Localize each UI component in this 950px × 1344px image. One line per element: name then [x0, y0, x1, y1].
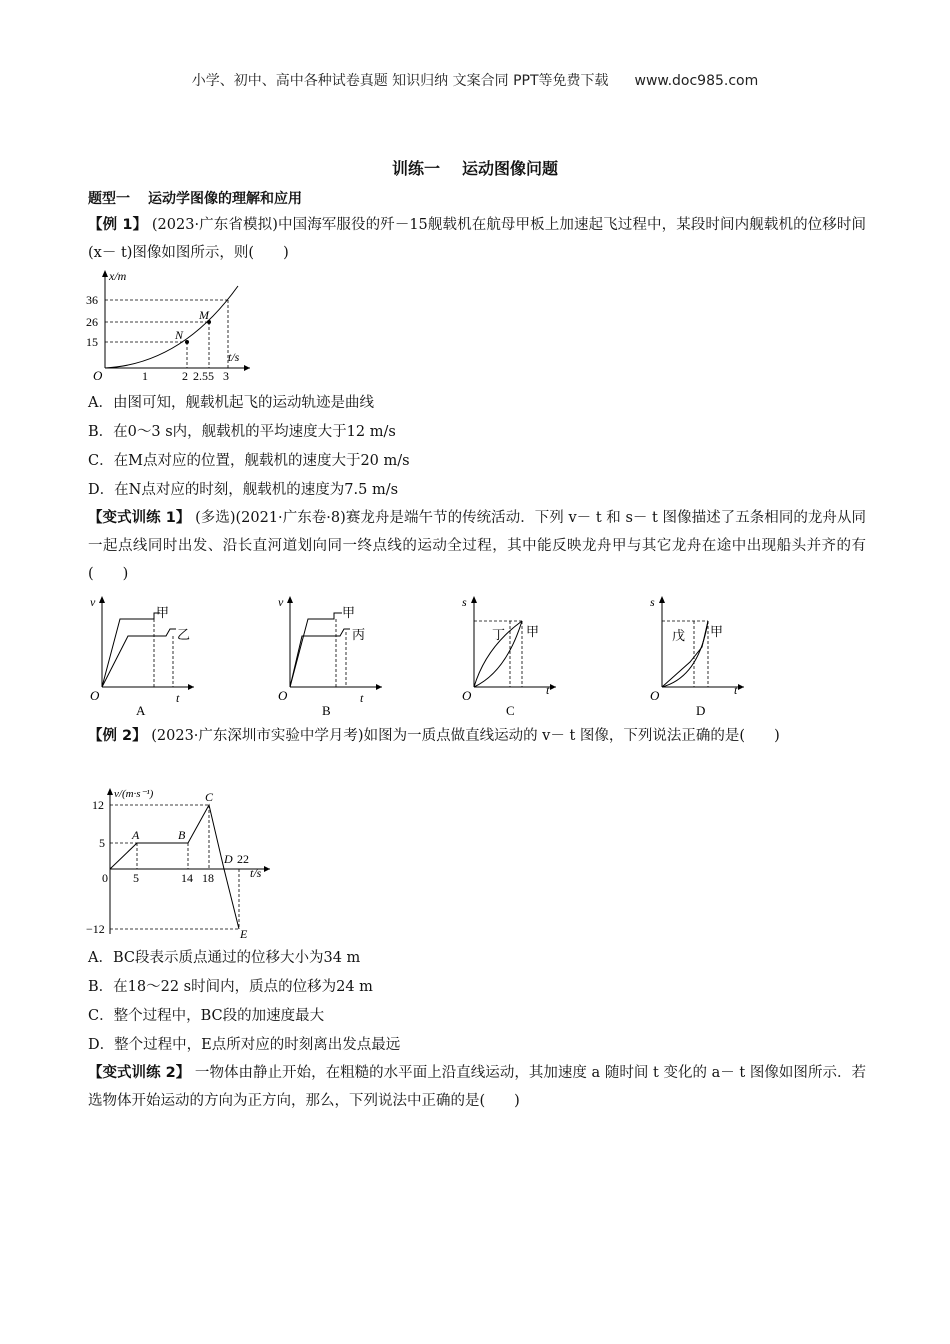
variant-1-graph-a[interactable]	[84, 592, 204, 720]
point-d: D	[224, 852, 233, 866]
example-2-tag: 【例 2】	[88, 728, 147, 744]
origin-label: O	[93, 368, 103, 383]
point-m-label: M	[199, 308, 209, 322]
ylabel: s	[462, 595, 467, 609]
origin: O	[90, 688, 100, 703]
page-title	[0, 156, 950, 179]
point-n-dot	[185, 340, 189, 344]
x-axis-arrow	[244, 365, 250, 371]
ylabel: v	[278, 595, 284, 609]
example-1-question	[88, 211, 866, 267]
xlabel: t/s	[228, 350, 240, 364]
section-part1: 题型一	[88, 191, 130, 207]
variant-1-graph-d[interactable]	[644, 592, 764, 720]
caption: D	[696, 703, 706, 718]
xtick-22: 22	[237, 852, 249, 866]
label-wu: 戊	[672, 628, 686, 643]
point-b: B	[178, 828, 186, 842]
ex2-option-c[interactable]: C．整个过程中，BC段的加速度最大	[88, 1008, 325, 1024]
xtick-18: 18	[202, 871, 214, 885]
caption: A	[136, 703, 146, 718]
curve-jia	[290, 613, 342, 687]
vt-polyline	[110, 805, 239, 929]
variant-2-tag: 【变式训练 2】	[88, 1065, 191, 1081]
point-c: C	[205, 790, 214, 804]
header-site-link[interactable]: www.doc985.com	[634, 73, 759, 89]
xlabel: t	[176, 691, 180, 705]
point-n-label: N	[175, 328, 184, 342]
xtick-3: 3	[223, 369, 229, 383]
xlabel: t	[360, 691, 364, 705]
xlabel: t/s	[250, 866, 262, 880]
label-ding: 丁	[492, 627, 506, 642]
x-axis-arrow	[550, 684, 556, 690]
label-jia: 甲	[526, 624, 540, 639]
y-axis-arrow	[102, 270, 108, 277]
ex1-option-d[interactable]: D．在N点对应的时刻，舰载机的速度为7.5 m/s	[88, 482, 399, 498]
xtick-5: 5	[133, 871, 139, 885]
variant-2-text: 一物体由静止开始，在粗糙的水平面上沿直线运动，其加速度 a 随时间 t 变化的 a－ t 图像如图所示．若选物体开始运动的方向为正方向，那么，下列说法中正确的是( )	[88, 1065, 867, 1109]
page-header	[0, 70, 950, 90]
x-axis-arrow	[738, 684, 744, 690]
point-e: E	[240, 927, 248, 941]
y-axis-arrow	[99, 596, 105, 603]
origin: O	[462, 688, 472, 703]
curve-jia	[102, 613, 160, 687]
variant-1-graph-b[interactable]	[272, 592, 392, 720]
title-part2: 运动图像问题	[462, 159, 559, 178]
ylabel: v	[90, 595, 96, 609]
ytick-15: 15	[86, 335, 98, 349]
x-axis-arrow	[188, 684, 194, 690]
xlabel: t	[546, 683, 550, 697]
caption: C	[506, 703, 515, 718]
label-jia: 甲	[156, 605, 170, 620]
x-axis-arrow	[376, 684, 382, 690]
xlabel: t	[734, 683, 738, 697]
xtick-1: 1	[142, 369, 148, 383]
ylabel: s	[650, 595, 655, 609]
ytick-5: 5	[99, 836, 105, 850]
ylabel: x/m	[109, 269, 127, 283]
variant-1-question	[88, 504, 866, 588]
section-heading	[88, 188, 302, 208]
origin: 0	[102, 871, 108, 885]
variant-2-question	[88, 1059, 866, 1115]
ex2-option-d[interactable]: D．整个过程中，E点所对应的时刻离出发点最远	[88, 1037, 401, 1053]
variant-1-tag: 【变式训练 1】	[88, 510, 191, 526]
curve-yi	[102, 629, 176, 687]
xt-curve	[105, 286, 238, 368]
origin: O	[650, 688, 660, 703]
section-part2: 运动学图像的理解和应用	[148, 191, 302, 207]
example-2-vt-graph	[82, 784, 282, 944]
variant-1-text: (多选)(2021·广东卷·8)赛龙舟是端午节的传统活动．下列 v－ t 和 s－ t 图像描述了五条相同的龙舟从同一起点线同时出发、沿长直河道划向同一终点线的运动全过程，其中能反映龙舟甲与其它龙舟在途中出现船头并齐的有( )	[88, 510, 866, 582]
ylabel: v/(m·s⁻¹)	[114, 788, 154, 800]
ex2-option-b[interactable]: B．在18～22 s时间内，质点的位移为24 m	[88, 979, 373, 995]
title-part1: 训练一	[391, 159, 440, 178]
origin: O	[278, 688, 288, 703]
ex2-option-a[interactable]: A．BC段表示质点通过的位移大小为34 m	[88, 950, 361, 966]
ytick-m12: −12	[86, 922, 105, 936]
label-jia: 甲	[710, 624, 724, 639]
ytick-12: 12	[92, 798, 104, 812]
y-axis-arrow	[287, 596, 293, 603]
label-bing: 丙	[352, 627, 366, 642]
label-yi: 乙	[177, 627, 191, 642]
ex1-option-c[interactable]: C．在M点对应的位置，舰载机的速度大于20 m/s	[88, 453, 410, 469]
ytick-26: 26	[86, 315, 98, 329]
label-jia: 甲	[342, 605, 356, 620]
xtick-2: 2	[182, 369, 188, 383]
example-2-text: (2023·广东深圳市实验中学月考)如图为一质点做直线运动的 v－ t 图像，下列说法正确的是( )	[146, 728, 780, 744]
example-1-text: (2023·广东省模拟)中国海军服役的歼－15舰载机在航母甲板上加速起飞过程中，某段时间内舰载机的位移时间(x－ t)图像如图所示，则( )	[88, 217, 867, 261]
point-a: A	[132, 828, 140, 842]
curve-bing	[290, 629, 350, 687]
xtick-255: 2.55	[193, 369, 214, 383]
ex1-option-b[interactable]: B．在0～3 s内，舰载机的平均速度大于12 m/s	[88, 424, 396, 440]
y-axis-arrow	[471, 596, 477, 603]
caption: B	[322, 703, 331, 718]
ytick-36: 36	[86, 293, 98, 307]
example-1-tag: 【例 1】	[88, 217, 148, 233]
example-2-question	[88, 722, 866, 750]
variant-1-graph-c[interactable]	[456, 592, 576, 720]
x-axis-arrow	[264, 866, 270, 872]
y-axis-arrow	[659, 596, 665, 603]
example-1-xt-graph	[82, 268, 252, 386]
ex1-option-a[interactable]: A．由图可知，舰载机起飞的运动轨迹是曲线	[88, 395, 374, 411]
xtick-14: 14	[181, 871, 193, 885]
y-axis-arrow	[107, 788, 113, 795]
header-text: 小学、初中、高中各种试卷真题 知识归纳 文案合同 PPT等免费下载	[191, 73, 609, 89]
